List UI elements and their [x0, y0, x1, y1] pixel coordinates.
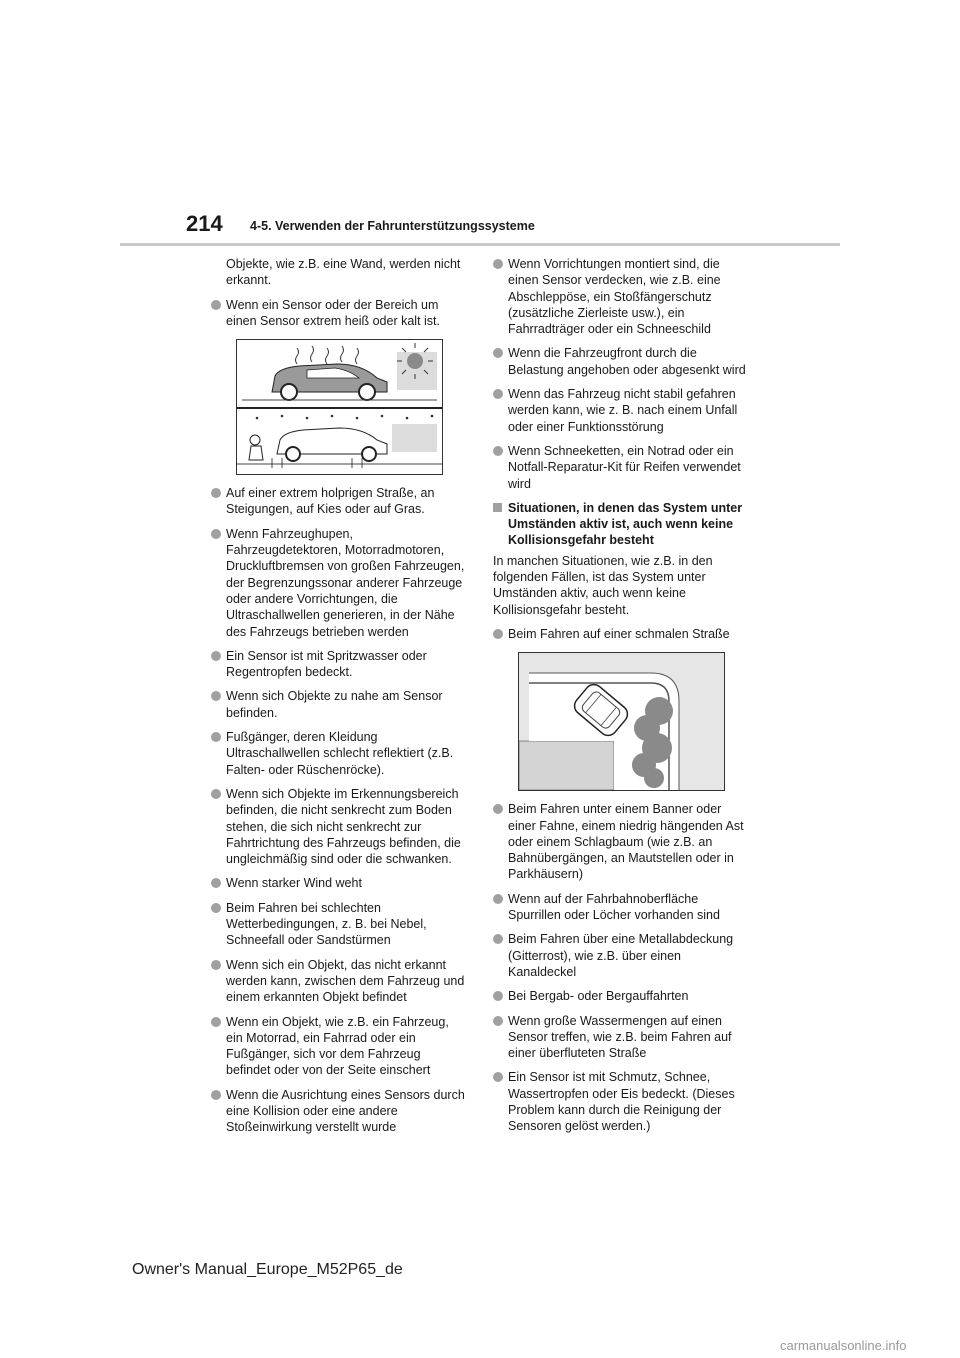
bullet-item: Wenn die Ausrichtung eines Sensors durch eine Kollision oder eine andere Stoßeinwirkung verstellt wurde: [211, 1087, 465, 1136]
bullet-icon: [211, 651, 221, 661]
bullet-icon: [211, 732, 221, 742]
page-number: 214: [186, 211, 223, 236]
header-divider: [120, 243, 840, 246]
bullet-item: Wenn die Fahrzeugfront durch die Belastung angehoben oder abgesenkt wird: [493, 345, 747, 378]
left-column: [211, 256, 465, 1144]
person-icon: [250, 435, 260, 445]
bullet-icon: [493, 894, 503, 904]
subheading: Situationen, in denen das System unter Umständen aktiv ist, auch wenn keine Kollisionsgefahr besteht: [493, 500, 747, 549]
bullet-icon: [493, 389, 503, 399]
narrow-road-illustration: [518, 652, 725, 791]
bullet-item: Wenn starker Wind weht: [211, 875, 465, 891]
bullet-item: Wenn ein Objekt, wie z.B. ein Fahrzeug, ein Motorrad, ein Fahrrad oder ein Fußgänger, sich vor dem Fahrzeug befindet oder von der Seite einschert: [211, 1014, 465, 1079]
continuation-text: Objekte, wie z.B. eine Wand, werden nicht erkannt.: [226, 257, 461, 288]
bullet-icon: [211, 529, 221, 539]
square-bullet-icon: [493, 503, 502, 512]
bullet-icon: [493, 348, 503, 358]
bullet-item: Wenn Vorrichtungen montiert sind, die einen Sensor verdecken, wie z.B. eine Abschleppöse, ein Stoßfängerschutz (zusätzliche Zierleiste usw.), ein Fahrradträger oder ein Schneeschild: [493, 256, 747, 337]
right-column: [493, 256, 747, 1143]
bullet-item: Wenn das Fahrzeug nicht stabil gefahren werden kann, wie z. B. nach einem Unfall oder einer Funktionsstörung: [493, 386, 747, 435]
bullet-item: Auf einer extrem holprigen Straße, an Steigungen, auf Kies oder auf Gras.: [211, 485, 465, 518]
bullet-item: Beim Fahren auf einer schmalen Straße: [493, 626, 747, 642]
bullet-icon: [211, 960, 221, 970]
bullet-item: Ein Sensor ist mit Schmutz, Schnee, Wassertropfen oder Eis bedeckt. (Dieses Problem kann durch die Reinigung der Sensoren gelöst werden.): [493, 1069, 747, 1134]
bullet-icon: [211, 903, 221, 913]
bullet-item: Wenn große Wassermengen auf einen Sensor treffen, wie z.B. beim Fahren auf einer überfluteten Straße: [493, 1013, 747, 1062]
bullet-item: Beim Fahren unter einem Banner oder einer Fahne, einem niedrig hängenden Ast oder einem Schlagbaum (wie z.B. an Bahnübergängen, an Mautstellen oder in Parkhäusern): [493, 801, 747, 882]
bullet-item: Wenn Schneeketten, ein Notrad oder ein Notfall-Reparatur-Kit für Reifen verwendet wird: [493, 443, 747, 492]
bullet-icon: [493, 804, 503, 814]
bullet-item: Bei Bergab- oder Bergauffahrten: [493, 988, 747, 1004]
bullet-item: Wenn sich ein Objekt, das nicht erkannt werden kann, zwischen dem Fahrzeug und einem erkannten Objekt befindet: [211, 957, 465, 1006]
bullet-icon: [493, 1016, 503, 1026]
bullet-icon: [493, 446, 503, 456]
bullet-item: Beim Fahren über eine Metallabdeckung (Gitterrost), wie z.B. über einen Kanaldeckel: [493, 931, 747, 980]
bullet-icon: [493, 991, 503, 1001]
bullet-item: Wenn ein Sensor oder der Bereich um einen Sensor extrem heiß oder kalt ist.: [211, 297, 465, 330]
intro-paragraph: In manchen Situationen, wie z.B. in den folgenden Fällen, ist das System unter Umständen aktiv, auch wenn keine Kollisionsgefahr besteht.: [493, 553, 713, 617]
bullet-icon: [493, 1072, 503, 1082]
bullet-icon: [211, 691, 221, 701]
bullet-item: Wenn sich Objekte zu nahe am Sensor befinden.: [211, 688, 465, 721]
bullet-icon: [211, 789, 221, 799]
bullet-item: Wenn sich Objekte im Erkennungsbereich befinden, die nicht senkrecht zum Boden stehen, die sich nicht senkrecht zur Fahrtrichtung des Fahrzeugs befinden, die ungleichmäßig sind oder die schwanken.: [211, 786, 465, 867]
bullet-icon: [211, 488, 221, 498]
bullet-icon: [493, 934, 503, 944]
footer-manual-id: Owner's Manual_Europe_M52P65_de: [132, 1261, 403, 1278]
bullet-icon: [493, 629, 503, 639]
hot-cold-illustration: [236, 339, 443, 475]
watermark-text: carmanualsonline.info: [780, 1338, 907, 1353]
figure-hot-cold-sensor: [236, 339, 465, 475]
bullet-icon: [211, 300, 221, 310]
sun-icon: [407, 353, 423, 369]
bullet-item: Wenn Fahrzeughupen, Fahrzeugdetektoren, Motorradmotoren, Druckluftbremsen von großen Fahrzeugen, der Begrenzungssonar anderer Fahrzeuge oder andere Vorrichtungen, die Ultraschallwellen generieren, in der Nähe des Fahrzeugs betrieben werden: [211, 526, 465, 640]
bullet-icon: [211, 878, 221, 888]
bullet-icon: [493, 259, 503, 269]
section-title: 4-5. Verwenden der Fahrunterstützungssysteme: [250, 219, 535, 233]
figure-narrow-road: [518, 652, 747, 791]
bullet-icon: [211, 1017, 221, 1027]
bullet-item: Fußgänger, deren Kleidung Ultraschallwellen schlecht reflektiert (z.B. Falten- oder Rüschenröcke).: [211, 729, 465, 778]
bullet-icon: [211, 1090, 221, 1100]
bullet-item: Wenn auf der Fahrbahnoberfläche Spurrillen oder Löcher vorhanden sind: [493, 891, 747, 924]
bullet-item: Beim Fahren bei schlechten Wetterbedingungen, z. B. bei Nebel, Schneefall oder Sandstürmen: [211, 900, 465, 949]
cold-fog-shape: [392, 424, 437, 452]
bullet-item: Ein Sensor ist mit Spritzwasser oder Regentropfen bedeckt.: [211, 648, 465, 681]
